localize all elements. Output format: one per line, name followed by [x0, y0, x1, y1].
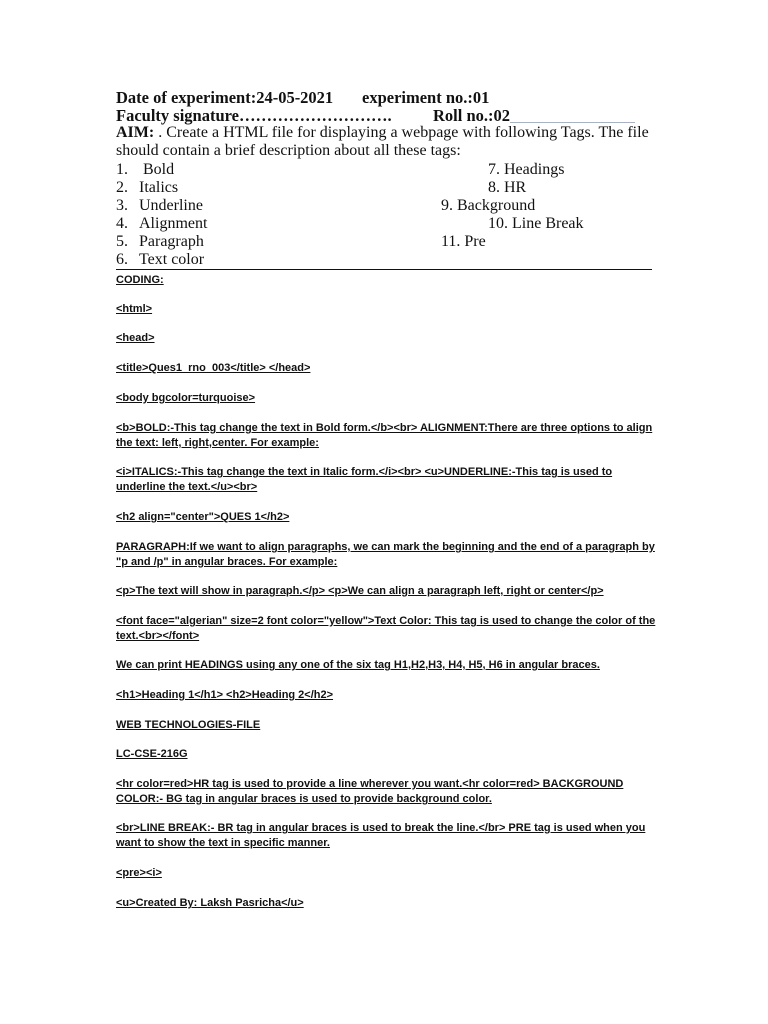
faculty-signature: Faculty signature………………………. [116, 106, 392, 125]
code-line: <head> [116, 332, 155, 344]
roll-number: Roll no.:02 [433, 106, 511, 125]
tag-list-item: 5. Paragraph [116, 233, 204, 250]
tag-list-item: 6. Text color [116, 251, 205, 268]
tag-list-item: 9. Background [441, 197, 536, 214]
code-line: <body bgcolor=turquoise> [116, 392, 256, 404]
code-line: <h2 align="center">QUES 1</h2> [116, 511, 290, 523]
tag-list-item: 7. Headings [488, 161, 565, 178]
code-line: PARAGRAPH:If we want to align paragraphs, we can mark the beginning and the end of a paragraph by "p and /p" in angular braces. For example: [116, 541, 655, 568]
tag-list-item: 10. Line Break [488, 215, 584, 232]
tag-list-item: 3. Underline [116, 197, 203, 214]
tag-list-item: 2. Italics [116, 179, 179, 196]
code-line: <br>LINE BREAK:- BR tag in angular braces is used to break the line.</br> PRE tag is used when you want to show the text in specific manner. [116, 822, 646, 849]
code-line: <title>Ques1_rno_003</title> </head> [116, 362, 311, 374]
code-line: LC-CSE-216G [116, 748, 188, 760]
code-line: <h1>Heading 1</h1> <h2>Heading 2</h2> [116, 689, 334, 701]
coding-heading: CODING: [116, 274, 164, 286]
code-line: <p>The text will show in paragraph.</p> <p>We can align a paragraph left, right or center</p> [116, 585, 604, 597]
experiment-date: Date of experiment:24-05-2021 [116, 88, 334, 107]
tag-list-item: 1. Bold [116, 161, 175, 178]
tag-list-item: 4. Alignment [116, 215, 208, 232]
header-underline [510, 122, 635, 123]
code-line: <i>ITALICS:-This tag change the text in Italic form.</i><br> <u>UNDERLINE:-This tag is used to underline the text.</u><br> [116, 466, 613, 493]
code-line: <b>BOLD:-This tag change the text in Bold form.</b><br> ALIGNMENT:There are three options to align the text: left, right,center. For example: [116, 422, 653, 449]
code-line: <font face="algerian" size=2 font color="yellow">Text Color: This tag is used to change the color of the text.<br></font> [116, 615, 656, 642]
code-line: <hr color=red>HR tag is used to provide a line wherever you want.<hr color=red> BACKGROUND COLOR:- BG tag in angular braces is used to provide background color. [116, 778, 624, 805]
aim-paragraph [116, 124, 656, 160]
code-line: <pre><i> [116, 867, 162, 879]
experiment-number: experiment no.:01 [362, 88, 490, 107]
code-line: WEB TECHNOLOGIES-FILE [116, 719, 261, 731]
tag-list-item: 8. HR [488, 179, 527, 196]
aim-label: AIM: [116, 124, 155, 141]
tag-list-item: 11. Pre [441, 233, 486, 250]
section-divider [116, 269, 652, 270]
code-line: We can print HEADINGS using any one of the six tag H1,H2,H3, H4, H5, H6 in angular braces. [116, 659, 600, 671]
code-line: <html> [116, 303, 153, 315]
aim-text: . Create a HTML file for displaying a webpage with following Tags. The file should contain a brief description about all these tags: [116, 124, 649, 159]
code-line: <u>Created By: Laksh Pasricha</u> [116, 897, 304, 909]
